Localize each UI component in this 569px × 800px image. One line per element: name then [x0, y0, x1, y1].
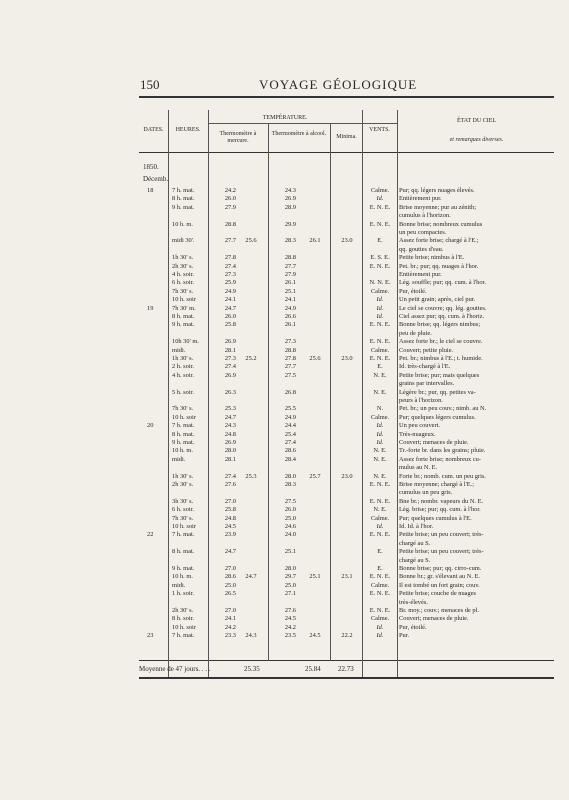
cell-vent: Id. — [376, 195, 384, 203]
cell-alc: 27.9 — [284, 271, 296, 278]
cell-merc: 27.9 — [224, 203, 236, 211]
cell-etat: Ciel assez pur; qq. cum. à l'horiz. — [399, 313, 485, 320]
cell-etat: cumulus à l'horizon. — [399, 212, 451, 220]
cell-etat: Petite brise; nimbus à l'E. — [399, 254, 465, 262]
cell-merc: 27.0 — [224, 607, 236, 614]
col-header-thermo-alcool: Thermomètre à alcool. — [271, 131, 327, 137]
cell-alc: 25.5 — [284, 405, 296, 413]
cell-etat: Petite brise; couche de nuages — [399, 590, 477, 598]
cell-etat: Id. très-chargé à l'E. — [399, 363, 451, 371]
cell-alc: 26.1 — [284, 321, 296, 329]
cell-etat: un peu compactes. — [399, 229, 447, 236]
cell-vent: Calme. — [370, 413, 390, 421]
cell-merc: 24.7 — [224, 548, 236, 556]
cell-merc: 26.0 — [224, 313, 236, 320]
cell-merc: 26.3 — [224, 388, 236, 396]
cell-etat: Pet. br.; nimbus à l'E.; t. humide. — [399, 355, 483, 362]
cell-etat: Pet. br.; un peu couv.; nimb. au N. — [399, 405, 487, 413]
cell-alc: 24.9 — [284, 304, 296, 312]
cell-etat: Tr.-forte br. dans les grains; pluie. — [399, 447, 486, 455]
cell-mmoy: 25.6 — [245, 237, 257, 245]
cell-alc: 27.6 — [284, 607, 296, 614]
cell-heure: 9 h. mat. — [172, 321, 195, 329]
cell-etat: Couvert; menaces de pluie. — [399, 439, 469, 446]
header-rule — [139, 152, 554, 153]
cell-merc: 26.5 — [224, 590, 236, 598]
cell-merc: 27.0 — [224, 497, 236, 505]
cell-alc: 29.9 — [284, 220, 296, 228]
cell-merc: 27.7 — [224, 237, 236, 245]
cell-etat: chargé au S. — [399, 539, 431, 547]
cell-alc: 26.9 — [284, 195, 296, 203]
cell-alc: 24.9 — [284, 413, 296, 421]
cell-date: 19 — [147, 304, 154, 312]
cell-etat: Assez forte brise; chargé à l'E.; — [399, 237, 479, 245]
cell-heure: midi. — [172, 581, 186, 589]
cell-mmoy: 24.3 — [245, 632, 257, 640]
cell-heure: 2h 30' s. — [172, 262, 194, 270]
cell-etat: Entièrement pur. — [399, 271, 442, 278]
cell-merc: 25.3 — [224, 405, 236, 413]
cell-alc: 23.5 — [284, 632, 296, 640]
cell-vent: Calme. — [370, 615, 390, 623]
cell-heure: midi. — [172, 346, 186, 354]
cell-heure: 7h 30' s. — [172, 405, 194, 413]
cell-vent: N. E. — [373, 371, 387, 379]
cell-mmoy: 25.2 — [245, 355, 257, 362]
cell-heure: 10h 30' m. — [172, 338, 199, 346]
cell-heure: 9 h. mat. — [172, 439, 195, 446]
month-label: Décemb. — [143, 175, 169, 183]
cell-heure: 6 h. soir. — [172, 279, 195, 287]
cell-vent: E. N. E. — [369, 321, 391, 329]
col-header-temperature: TEMPÉRATURE. — [262, 115, 308, 121]
cell-vent: Id. — [376, 632, 384, 640]
cell-heure: 10 h. m. — [172, 447, 193, 455]
cell-vent: Id. — [376, 439, 384, 446]
cell-heure: 7h 30' m. — [172, 304, 196, 312]
cell-alc: 27.7 — [284, 363, 296, 371]
cell-alc: 25.0 — [284, 581, 296, 589]
top-rule — [139, 96, 554, 98]
temp-rule — [208, 123, 397, 124]
cell-vent: E. N. E. — [369, 262, 391, 270]
cell-heure: midi 30'. — [172, 237, 195, 245]
cell-mmoy: 25.3 — [245, 472, 257, 480]
cell-vent: E. N. E. — [369, 590, 391, 598]
cell-vent: Id. — [376, 523, 384, 530]
cell-etat: Pur, étoilé. — [399, 287, 427, 295]
cell-alc: 24.4 — [284, 422, 296, 430]
cell-etat: Brise moyenne; chargé à l'E.; — [399, 481, 475, 488]
cell-alc: 28.9 — [284, 203, 296, 211]
cell-vent: E. N. E. — [369, 203, 391, 211]
cell-heure: 1 h. soir. — [172, 590, 195, 598]
cell-etat: chargé au S. — [399, 556, 431, 564]
cell-heure: 2h 30' s. — [172, 481, 194, 488]
cell-vent: Calme. — [370, 514, 390, 522]
cell-heure: 2 h. soir. — [172, 363, 195, 371]
col-header-remarques: et remarques diverses. — [449, 137, 504, 143]
col-header-vents: VENTS. — [369, 127, 390, 133]
cell-etat: Bonne brise; nombreux cumulus — [399, 220, 483, 228]
cell-heure: 10 h. soir — [172, 296, 196, 304]
cell-etat: qq. gouttes d'eau. — [399, 245, 444, 253]
average-label: Moyenne de 47 jours. . . . — [139, 665, 211, 673]
col-header-thermo-mercure: Thermomètre à mercure. — [219, 131, 257, 144]
cell-merc: 24.1 — [224, 296, 236, 304]
average-alcool: 25.84 — [305, 665, 321, 673]
cell-alc: 28.0 — [284, 472, 296, 480]
cell-etat: Lég. brise; pur; qq. cum. à l'hor. — [399, 506, 481, 514]
cell-etat: Pur; qq. légers nuages élevés. — [399, 187, 475, 194]
cell-heure: 1h 30' s. — [172, 472, 194, 480]
cell-vent: E. N. E. — [369, 573, 391, 581]
col-sep — [208, 110, 209, 677]
average-mercure: 25.35 — [244, 665, 260, 673]
cell-alc: 24.5 — [284, 615, 296, 623]
cell-etat: Id. Id. à l'hor. — [399, 523, 434, 530]
cell-alc: 28.8 — [284, 254, 296, 262]
cell-merc: 27.0 — [224, 565, 236, 572]
cell-amoy: 25.7 — [309, 472, 321, 480]
cell-etat: Un peu couvert. — [399, 422, 440, 430]
cell-merc: 27.8 — [224, 254, 236, 262]
cell-alc: 28.3 — [284, 481, 296, 488]
cell-etat: Bonne br.; gr. s'élevant au N. E. — [399, 573, 481, 581]
cell-etat: Bonne brise; pur; qq. cirro-cum. — [399, 565, 482, 572]
cell-amoy: 26.1 — [309, 237, 321, 245]
cell-vent: E. S. E. — [370, 254, 390, 262]
cell-etat: Assez forte brise; nombreux cu- — [399, 455, 481, 463]
cell-alc: 27.5 — [284, 497, 296, 505]
cell-merc: 25.8 — [224, 321, 236, 329]
cell-etat: peu de pluie. — [399, 329, 432, 337]
cell-heure: 6 h. soir. — [172, 506, 195, 514]
cell-heure: 10 h. m. — [172, 220, 193, 228]
cell-alc: 27.1 — [284, 590, 296, 598]
cell-etat: Couvert; petite pluie. — [399, 346, 454, 354]
cell-alc: 24.0 — [284, 531, 296, 539]
cell-etat: Forte br.; nomb. cum. un peu gris. — [399, 472, 486, 480]
cell-vent: E. — [377, 548, 383, 556]
cell-vent: E. N. E. — [369, 481, 391, 488]
cell-vent: E. N. E. — [369, 497, 391, 505]
cell-merc: 24.1 — [224, 615, 236, 623]
cell-etat: Petite brise; pur; mais quelques — [399, 371, 480, 379]
cell-heure: 7 h. mat. — [172, 422, 195, 430]
cell-heure: 10 h. m. — [172, 573, 193, 581]
cell-date: 18 — [147, 187, 154, 194]
cell-heure: midi. — [172, 455, 186, 463]
col-header-heures: HEURES. — [175, 127, 201, 133]
cell-etat: Pet. br.; pur; qq. nuages à l'hor. — [399, 262, 479, 270]
cell-date: 23 — [147, 632, 154, 640]
cell-vent: N. — [376, 405, 384, 413]
col-sep — [397, 110, 398, 677]
cell-heure: 10 h. soir — [172, 413, 196, 421]
cell-heure: 7 h. mat. — [172, 632, 195, 640]
cell-amoy: 25.6 — [309, 355, 321, 362]
cell-merc: 27.4 — [224, 363, 236, 371]
cell-merc: 24.8 — [224, 514, 236, 522]
cell-vent: Id. — [376, 304, 384, 312]
cell-heure: 3h 30' s. — [172, 497, 194, 505]
cell-alc: 28.6 — [284, 447, 296, 455]
cell-merc: 27.3 — [224, 355, 236, 362]
cell-alc: 28.4 — [284, 455, 296, 463]
cell-merc: 28.1 — [224, 346, 236, 354]
cell-vent: E. — [377, 363, 383, 371]
cell-mmoy: 24.7 — [245, 573, 257, 581]
cell-amoy: 24.5 — [309, 632, 321, 640]
cell-alc: 25.1 — [284, 287, 296, 295]
cell-vent: N. E. — [373, 472, 387, 480]
cell-etat: Brise moyenne; pur au zénith; — [399, 203, 477, 211]
cell-alc: 26.1 — [284, 279, 296, 287]
cell-heure: 2h 30' s. — [172, 607, 194, 614]
page-number: 150 — [140, 77, 160, 92]
cell-vent: Calme. — [370, 287, 390, 295]
cell-merc: 24.9 — [224, 287, 236, 295]
cell-alc: 28.8 — [284, 346, 296, 354]
cell-vent: N. E. — [373, 506, 387, 514]
cell-alc: 26.6 — [284, 313, 296, 320]
cell-merc: 27.3 — [224, 271, 236, 278]
col-sep — [168, 110, 169, 677]
cell-merc: 27.6 — [224, 481, 236, 488]
cell-alc: 25.0 — [284, 514, 296, 522]
cell-alc: 24.6 — [284, 523, 296, 530]
cell-merc: 28.8 — [224, 220, 236, 228]
col-sep — [362, 110, 363, 677]
col-sep — [330, 124, 331, 661]
cell-vent: N. E. — [373, 447, 387, 455]
cell-min: 23.0 — [341, 237, 353, 245]
cell-vent: E. N. E. — [369, 607, 391, 614]
cell-etat: Pur; quelques cumulus à l'E. — [399, 514, 472, 522]
cell-heure: 8 h. soir. — [172, 615, 195, 623]
cell-etat: Il est tombé un fort grain; couv. — [399, 581, 480, 589]
cell-merc: 26.0 — [224, 195, 236, 203]
cell-etat: Pur; quelques légers cumulus. — [399, 413, 476, 421]
cell-etat: Légère br.; pur, qq. petites va- — [399, 388, 476, 396]
cell-etat: Pur. — [399, 632, 410, 640]
cell-heure: 9 h. mat. — [172, 565, 195, 572]
cell-etat: Petite brise; un peu couvert; très- — [399, 548, 484, 556]
cell-merc: 24.2 — [224, 187, 236, 194]
cell-heure: 4 h. soir. — [172, 371, 195, 379]
cell-heure: 8 h. mat. — [172, 313, 195, 320]
cell-etat: peurs à l'horizon. — [399, 397, 443, 404]
cell-etat: Petite brise; un peu couvert; très- — [399, 531, 484, 539]
cell-alc: 26.8 — [284, 388, 296, 396]
cell-vent: Id. — [376, 422, 384, 430]
cell-min: 22.2 — [341, 632, 353, 640]
cell-alc: 28.3 — [284, 237, 296, 245]
cell-merc: 26.9 — [224, 439, 236, 446]
cell-etat: cumulus un peu gris. — [399, 489, 453, 497]
cell-merc: 24.7 — [224, 413, 236, 421]
cell-heure: 4 h. soir. — [172, 271, 195, 278]
cell-heure: 8 h. mat. — [172, 195, 195, 203]
cell-merc: 27.4 — [224, 262, 236, 270]
cell-alc: 27.4 — [284, 439, 296, 446]
cell-alc: 24.3 — [284, 187, 296, 194]
cell-heure: 7 h. mat. — [172, 187, 195, 194]
cell-vent: Id. — [376, 430, 384, 438]
cell-alc: 27.7 — [284, 262, 296, 270]
cell-merc: 25.8 — [224, 506, 236, 514]
cell-etat: Assez forte br.; le ciel se couvre. — [399, 338, 483, 346]
cell-vent: Id. — [376, 313, 384, 320]
cell-merc: 26.9 — [224, 338, 236, 346]
cell-merc: 28.1 — [224, 455, 236, 463]
cell-date: 20 — [147, 422, 154, 430]
cell-etat: Entièrement pur. — [399, 195, 442, 203]
cell-vent: Calme. — [370, 346, 390, 354]
cell-etat: Couvert; menaces de pluie. — [399, 615, 469, 623]
cell-merc: 24.3 — [224, 422, 236, 430]
cell-alc: 25.4 — [284, 430, 296, 438]
col-header-etat-du-ciel: ÉTAT DU CIEL — [456, 118, 497, 124]
cell-vent: N. N. E. — [369, 279, 391, 287]
cell-vent: E. N. E. — [369, 338, 391, 346]
footer-rule-top — [139, 660, 554, 661]
cell-alc: 27.3 — [284, 338, 296, 346]
cell-etat: Br. moy.; couv.; menaces de pl. — [399, 607, 479, 614]
cell-etat: Très-nuageux. — [399, 430, 436, 438]
cell-merc: 23.3 — [224, 632, 236, 640]
cell-etat: Un petit grain; après, ciel pur. — [399, 296, 476, 304]
cell-etat: grains par intervalles. — [399, 380, 455, 388]
cell-heure: 9 h. mat. — [172, 203, 195, 211]
cell-heure: 5 h. soir. — [172, 388, 195, 396]
cell-etat: Pur, étoilé. — [399, 623, 427, 631]
cell-vent: E. — [377, 237, 383, 245]
cell-etat: Bonne brise; qq. légers nimbus; — [399, 321, 481, 329]
average-minima: 22.73 — [338, 665, 354, 673]
cell-merc: 27.4 — [224, 472, 236, 480]
col-header-dates: DATES. — [143, 127, 164, 133]
cell-vent: N. E. — [373, 388, 387, 396]
cell-merc: 28.0 — [224, 447, 236, 455]
cell-heure: 1h 30' s. — [172, 254, 194, 262]
cell-alc: 27.8 — [284, 355, 296, 362]
cell-heure: 7 h. mat. — [172, 531, 195, 539]
cell-merc: 24.5 — [224, 523, 236, 530]
cell-vent: Calme. — [370, 581, 390, 589]
col-sep — [268, 124, 269, 661]
year-label: 1850. — [143, 163, 159, 171]
cell-alc: 28.0 — [284, 565, 296, 572]
cell-vent: E. — [377, 565, 383, 572]
cell-heure: 7h 30' s. — [172, 514, 194, 522]
cell-alc: 24.2 — [284, 623, 296, 631]
cell-heure: 1h 30' s. — [172, 355, 194, 362]
cell-etat: Lég. souffle; pur; qq. cum. à l'hor. — [399, 279, 486, 287]
cell-merc: 25.9 — [224, 279, 236, 287]
cell-merc: 25.0 — [224, 581, 236, 589]
cell-vent: E. N. E. — [369, 531, 391, 539]
cell-amoy: 25.1 — [309, 573, 321, 581]
cell-vent: Id. — [376, 623, 384, 631]
cell-merc: 28.6 — [224, 573, 236, 581]
cell-date: 22 — [147, 531, 154, 539]
cell-etat: mulus au N. E. — [399, 464, 438, 472]
cell-vent: E. N. E. — [369, 355, 391, 362]
footer-rule-bottom — [139, 677, 554, 679]
cell-heure: 10 h. soir — [172, 523, 196, 530]
cell-merc: 24.2 — [224, 623, 236, 631]
cell-vent: Id. — [376, 296, 384, 304]
cell-alc: 27.5 — [284, 371, 296, 379]
cell-merc: 26.9 — [224, 371, 236, 379]
page-title: VOYAGE GÉOLOGIQUE — [259, 77, 418, 92]
cell-heure: 7h 30' s. — [172, 287, 194, 295]
cell-alc: 24.1 — [284, 296, 296, 304]
cell-merc: 24.7 — [224, 304, 236, 312]
cell-heure: 8 h. mat. — [172, 430, 195, 438]
cell-alc: 26.0 — [284, 506, 296, 514]
cell-alc: 25.1 — [284, 548, 296, 556]
cell-heure: 10 h. soir — [172, 623, 196, 631]
cell-etat: très-élevés. — [399, 598, 428, 606]
cell-etat: Bne br.; nombr. vapeurs du N. E. — [399, 497, 484, 505]
col-header-minima: Minima. — [336, 134, 357, 140]
cell-min: 23.0 — [341, 472, 353, 480]
cell-min: 23.0 — [341, 355, 353, 362]
cell-vent: E. N. E. — [369, 220, 391, 228]
cell-heure: 8 h. mat. — [172, 548, 195, 556]
cell-vent: Calme. — [370, 187, 390, 194]
cell-etat: Le ciel se couvre; qq. lég. gouttes. — [399, 304, 487, 312]
cell-merc: 23.9 — [224, 531, 236, 539]
cell-merc: 24.8 — [224, 430, 236, 438]
cell-min: 23.1 — [341, 573, 353, 581]
cell-vent: N. E. — [373, 455, 387, 463]
cell-alc: 29.7 — [284, 573, 296, 581]
